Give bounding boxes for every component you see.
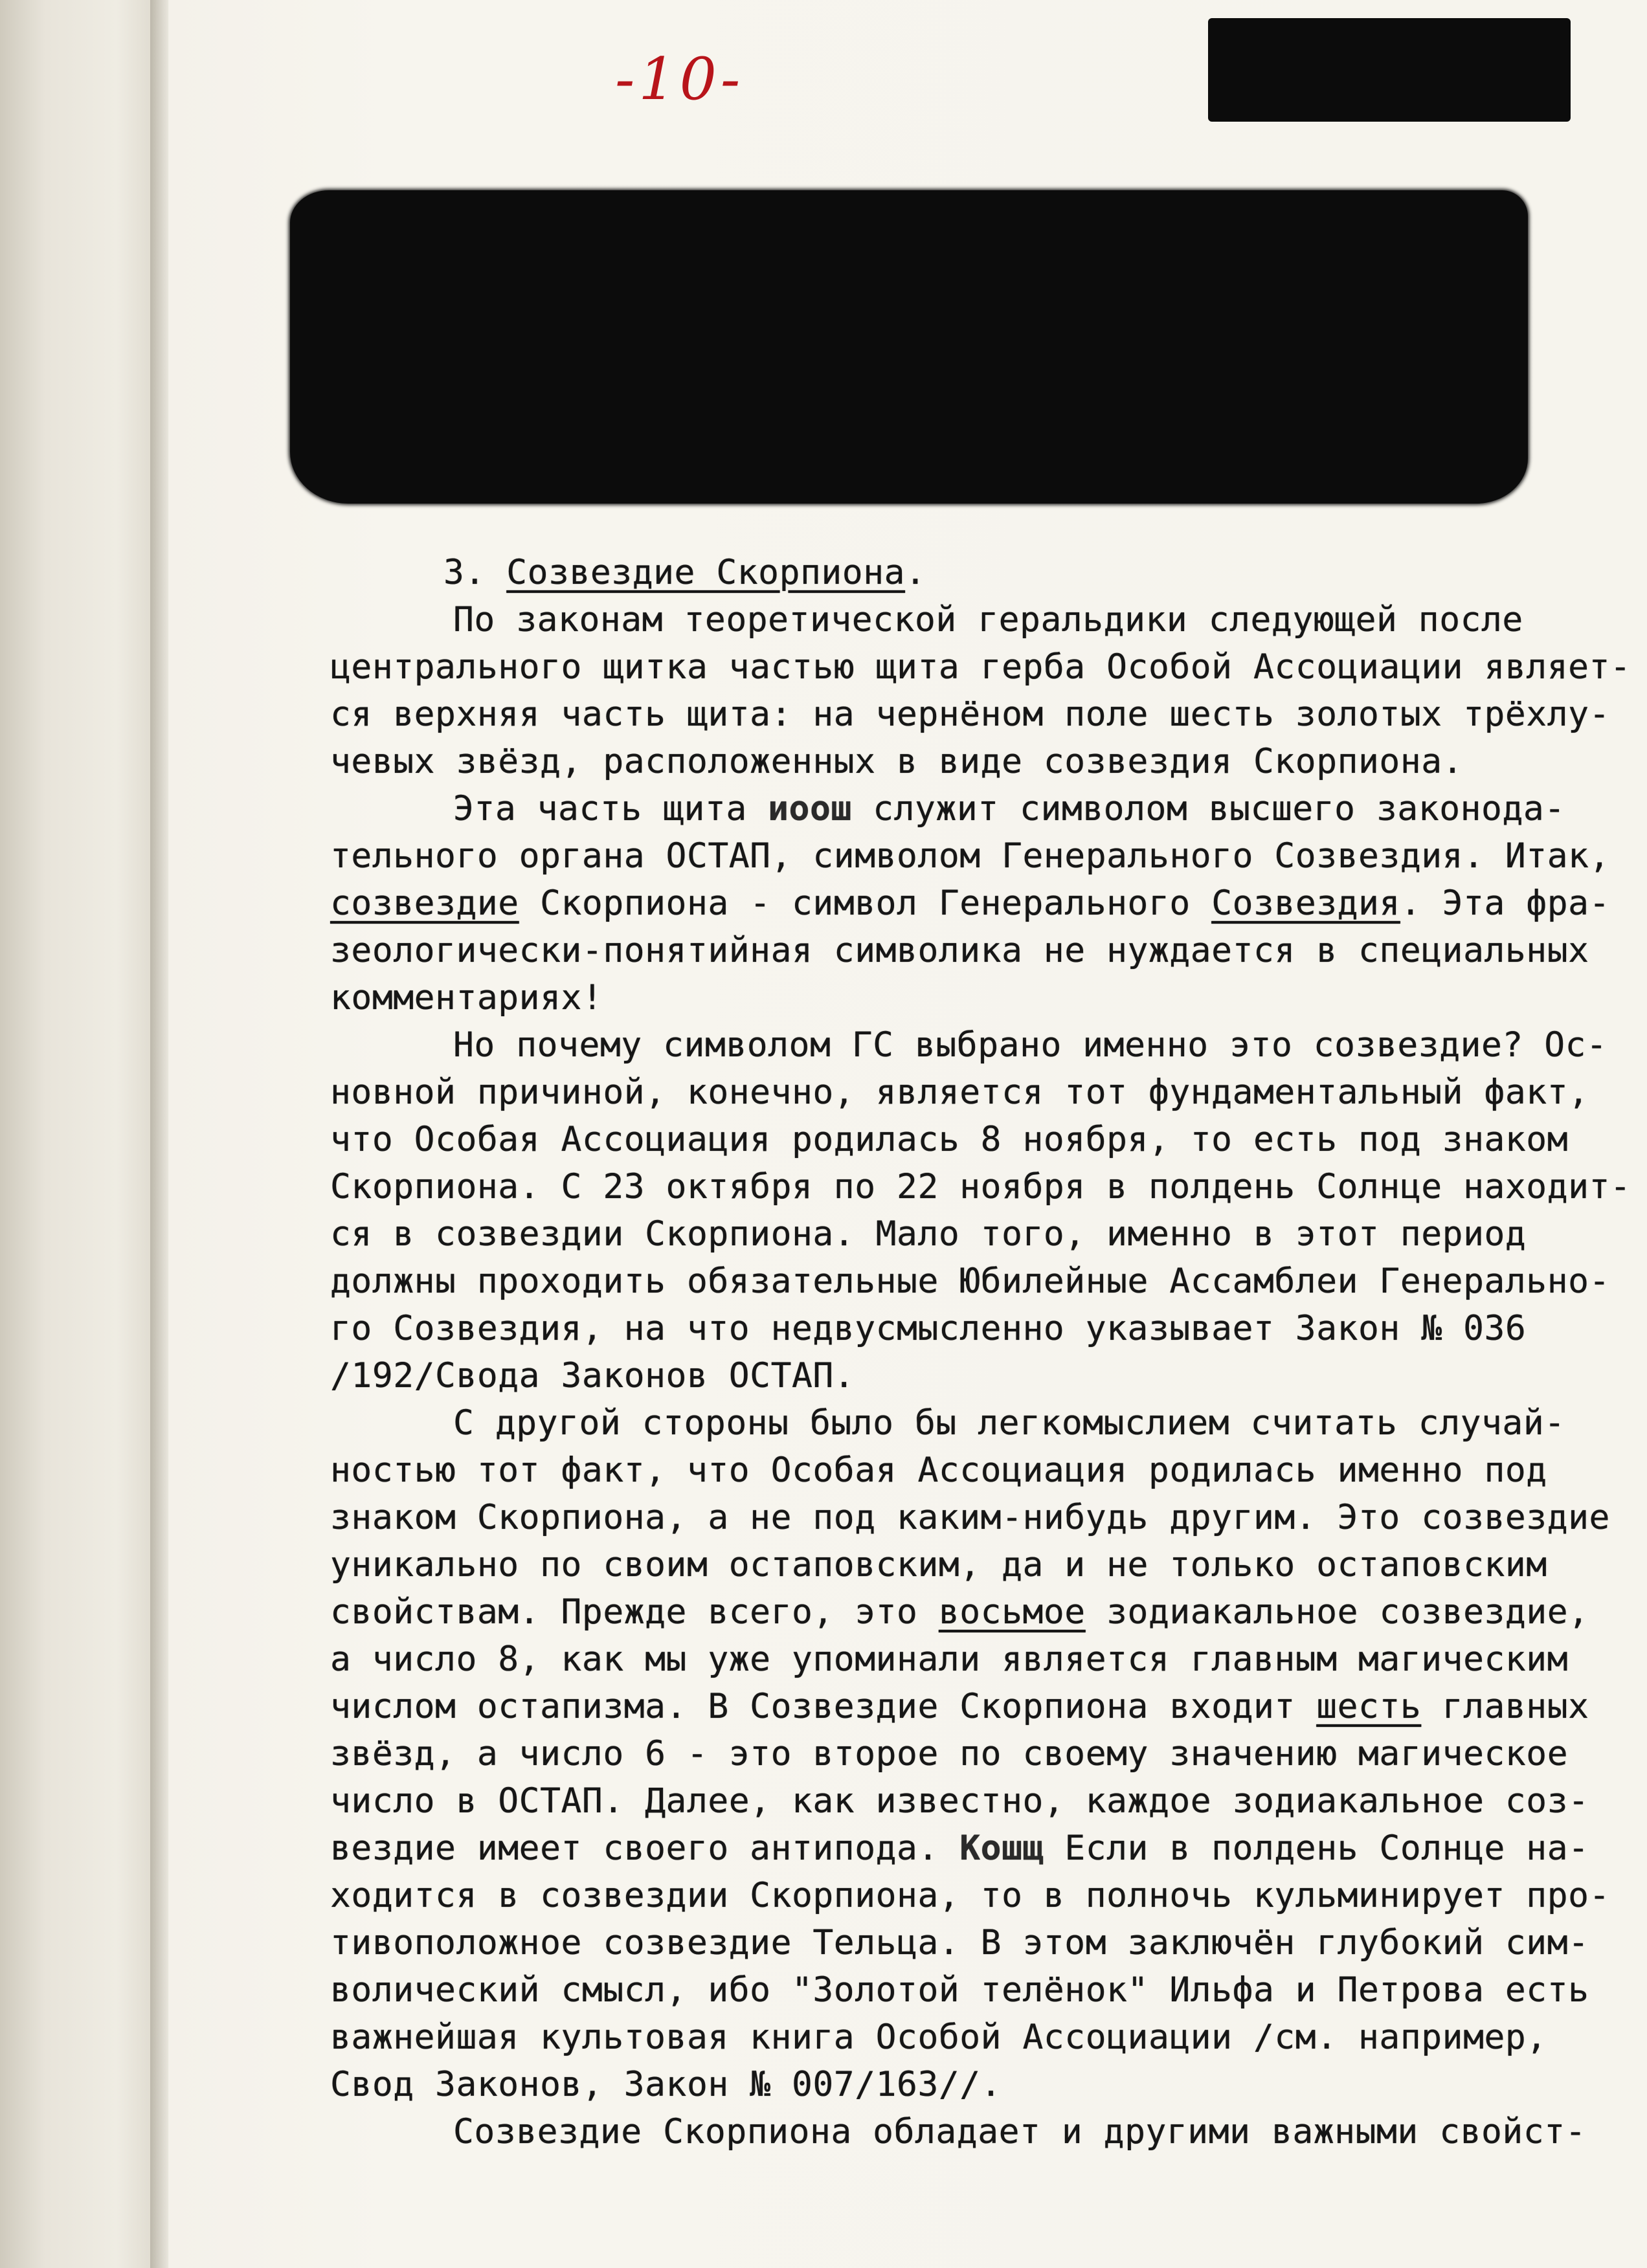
section-number: 3. (443, 553, 486, 592)
paragraph-4-line-2: ностью тот факт, что Особая Ассоциация родилась именно под (330, 1451, 1547, 1490)
underlined-word: Созвездия (1211, 884, 1400, 923)
redaction-main-block (290, 190, 1528, 504)
paragraph-3-line-7: го Созвездия, на что недвусмысленно указывает Закон № 036 (330, 1309, 1527, 1348)
section-title: Созвездие Скорпиона (506, 553, 906, 592)
paragraph-4-line-1: С другой стороны было бы легкомыслием считать случай- (453, 1403, 1565, 1443)
paragraph-1-line-2: центрального щитка частью щита герба Особой Ассоциации являет- (330, 647, 1631, 687)
underlined-word: шесть (1316, 1687, 1422, 1726)
paragraph-3-line-6: должны проходить обязательные Юбилейные Ассамблеи Генерально- (330, 1262, 1610, 1301)
paragraph-2-line-4: зеологически-понятийная символика не нуждается в специальных (330, 931, 1589, 970)
paragraph-1-line-3: ся верхняя часть щита: на чернёном поле шесть золотых трёхлу- (330, 695, 1610, 734)
paragraph-4-line-12: тивоположное созвездие Тельца. В этом заключён глубокий сим- (330, 1923, 1589, 1962)
redaction-top-right (1208, 18, 1571, 122)
paragraph-4-line-4: уникально по своим остаповским, да и не только остаповским (330, 1545, 1547, 1584)
paragraph-3-line-8: /192/Свода Законов ОСТАП. (330, 1356, 855, 1395)
page-number: -10- (615, 45, 745, 113)
paragraph-4-line-6: а число 8, как мы уже упоминали является главным магическим (330, 1640, 1569, 1679)
paragraph-4-line-14: важнейшая культовая книга Особой Ассоциации /см. например, (330, 2018, 1547, 2057)
paragraph-3-line-4: Скорпиона. С 23 октября по 22 ноября в полдень Солнце находит- (330, 1167, 1631, 1206)
section-heading: 3. Созвездие Скорпиона. (443, 553, 926, 592)
paragraph-2-line-2: тельного органа ОСТАП, символом Генерального Созвездия. Итак, (330, 836, 1610, 876)
paragraph-4-line-5: свойствам. Прежде всего, это восьмое зодиакальное созвездие, (330, 1592, 1589, 1632)
paragraph-2-line-1: Эта часть щита иоош служит символом высшего законода- (453, 789, 1565, 828)
paragraph-2-line-5: комментариях! (330, 978, 603, 1017)
paragraph-3-line-3: что Особая Ассоциация родилась 8 ноября, то есть под знаком (330, 1120, 1569, 1159)
paragraph-4-line-10: вездие имеет своего антипода. Кошщ Если в полдень Солнце на- (330, 1829, 1589, 1868)
struck-word: Кошщ (959, 1829, 1044, 1868)
underlined-word: созвездие (330, 884, 519, 923)
paragraph-4-line-8: звёзд, а число 6 - это второе по своему значению магическое (330, 1734, 1569, 1773)
previous-page-edge (0, 0, 150, 2268)
paragraph-4-line-11: ходится в созвездии Скорпиона, то в полночь кульминирует про- (330, 1876, 1610, 1915)
struck-word: иоош (768, 789, 852, 828)
paragraph-1-line-4: чевых звёзд, расположенных в виде созвездия Скорпиона. (330, 742, 1464, 781)
paragraph-1-line-1: По законам теоретической геральдики следующей после (453, 600, 1523, 639)
paragraph-4-line-15: Свод Законов, Закон № 007/163//. (330, 2065, 1002, 2104)
paragraph-4-line-7: числом остапизма. В Созвездие Скорпиона входит шесть главных (330, 1687, 1589, 1726)
paragraph-4-line-13: волический смысл, ибо "Золотой телёнок" Ильфа и Петрова есть (330, 1970, 1589, 2010)
paragraph-3-line-2: новной причиной, конечно, является тот фундаментальный факт, (330, 1073, 1589, 1112)
paragraph-3-line-5: ся в созвездии Скорпиона. Мало того, именно в этот период (330, 1214, 1527, 1254)
paragraph-3-line-1: Но почему символом ГС выбрано именно это созвездие? Ос- (453, 1025, 1608, 1065)
paragraph-4-line-3: знаком Скорпиона, а не под каким-нибудь другим. Это созвездие (330, 1498, 1610, 1537)
binding-gutter (150, 0, 168, 2268)
paragraph-4-line-9: число в ОСТАП. Далее, как известно, каждое зодиакальное соз- (330, 1781, 1589, 1821)
paragraph-2-line-3: созвездие Скорпиона - символ Генерального Созвездия. Эта фра- (330, 884, 1610, 923)
paragraph-5-line-1: Созвездие Скорпиона обладает и другими важными свойст- (453, 2112, 1587, 2151)
document-body (330, 549, 1631, 2155)
underlined-word: восьмое (938, 1592, 1086, 1632)
